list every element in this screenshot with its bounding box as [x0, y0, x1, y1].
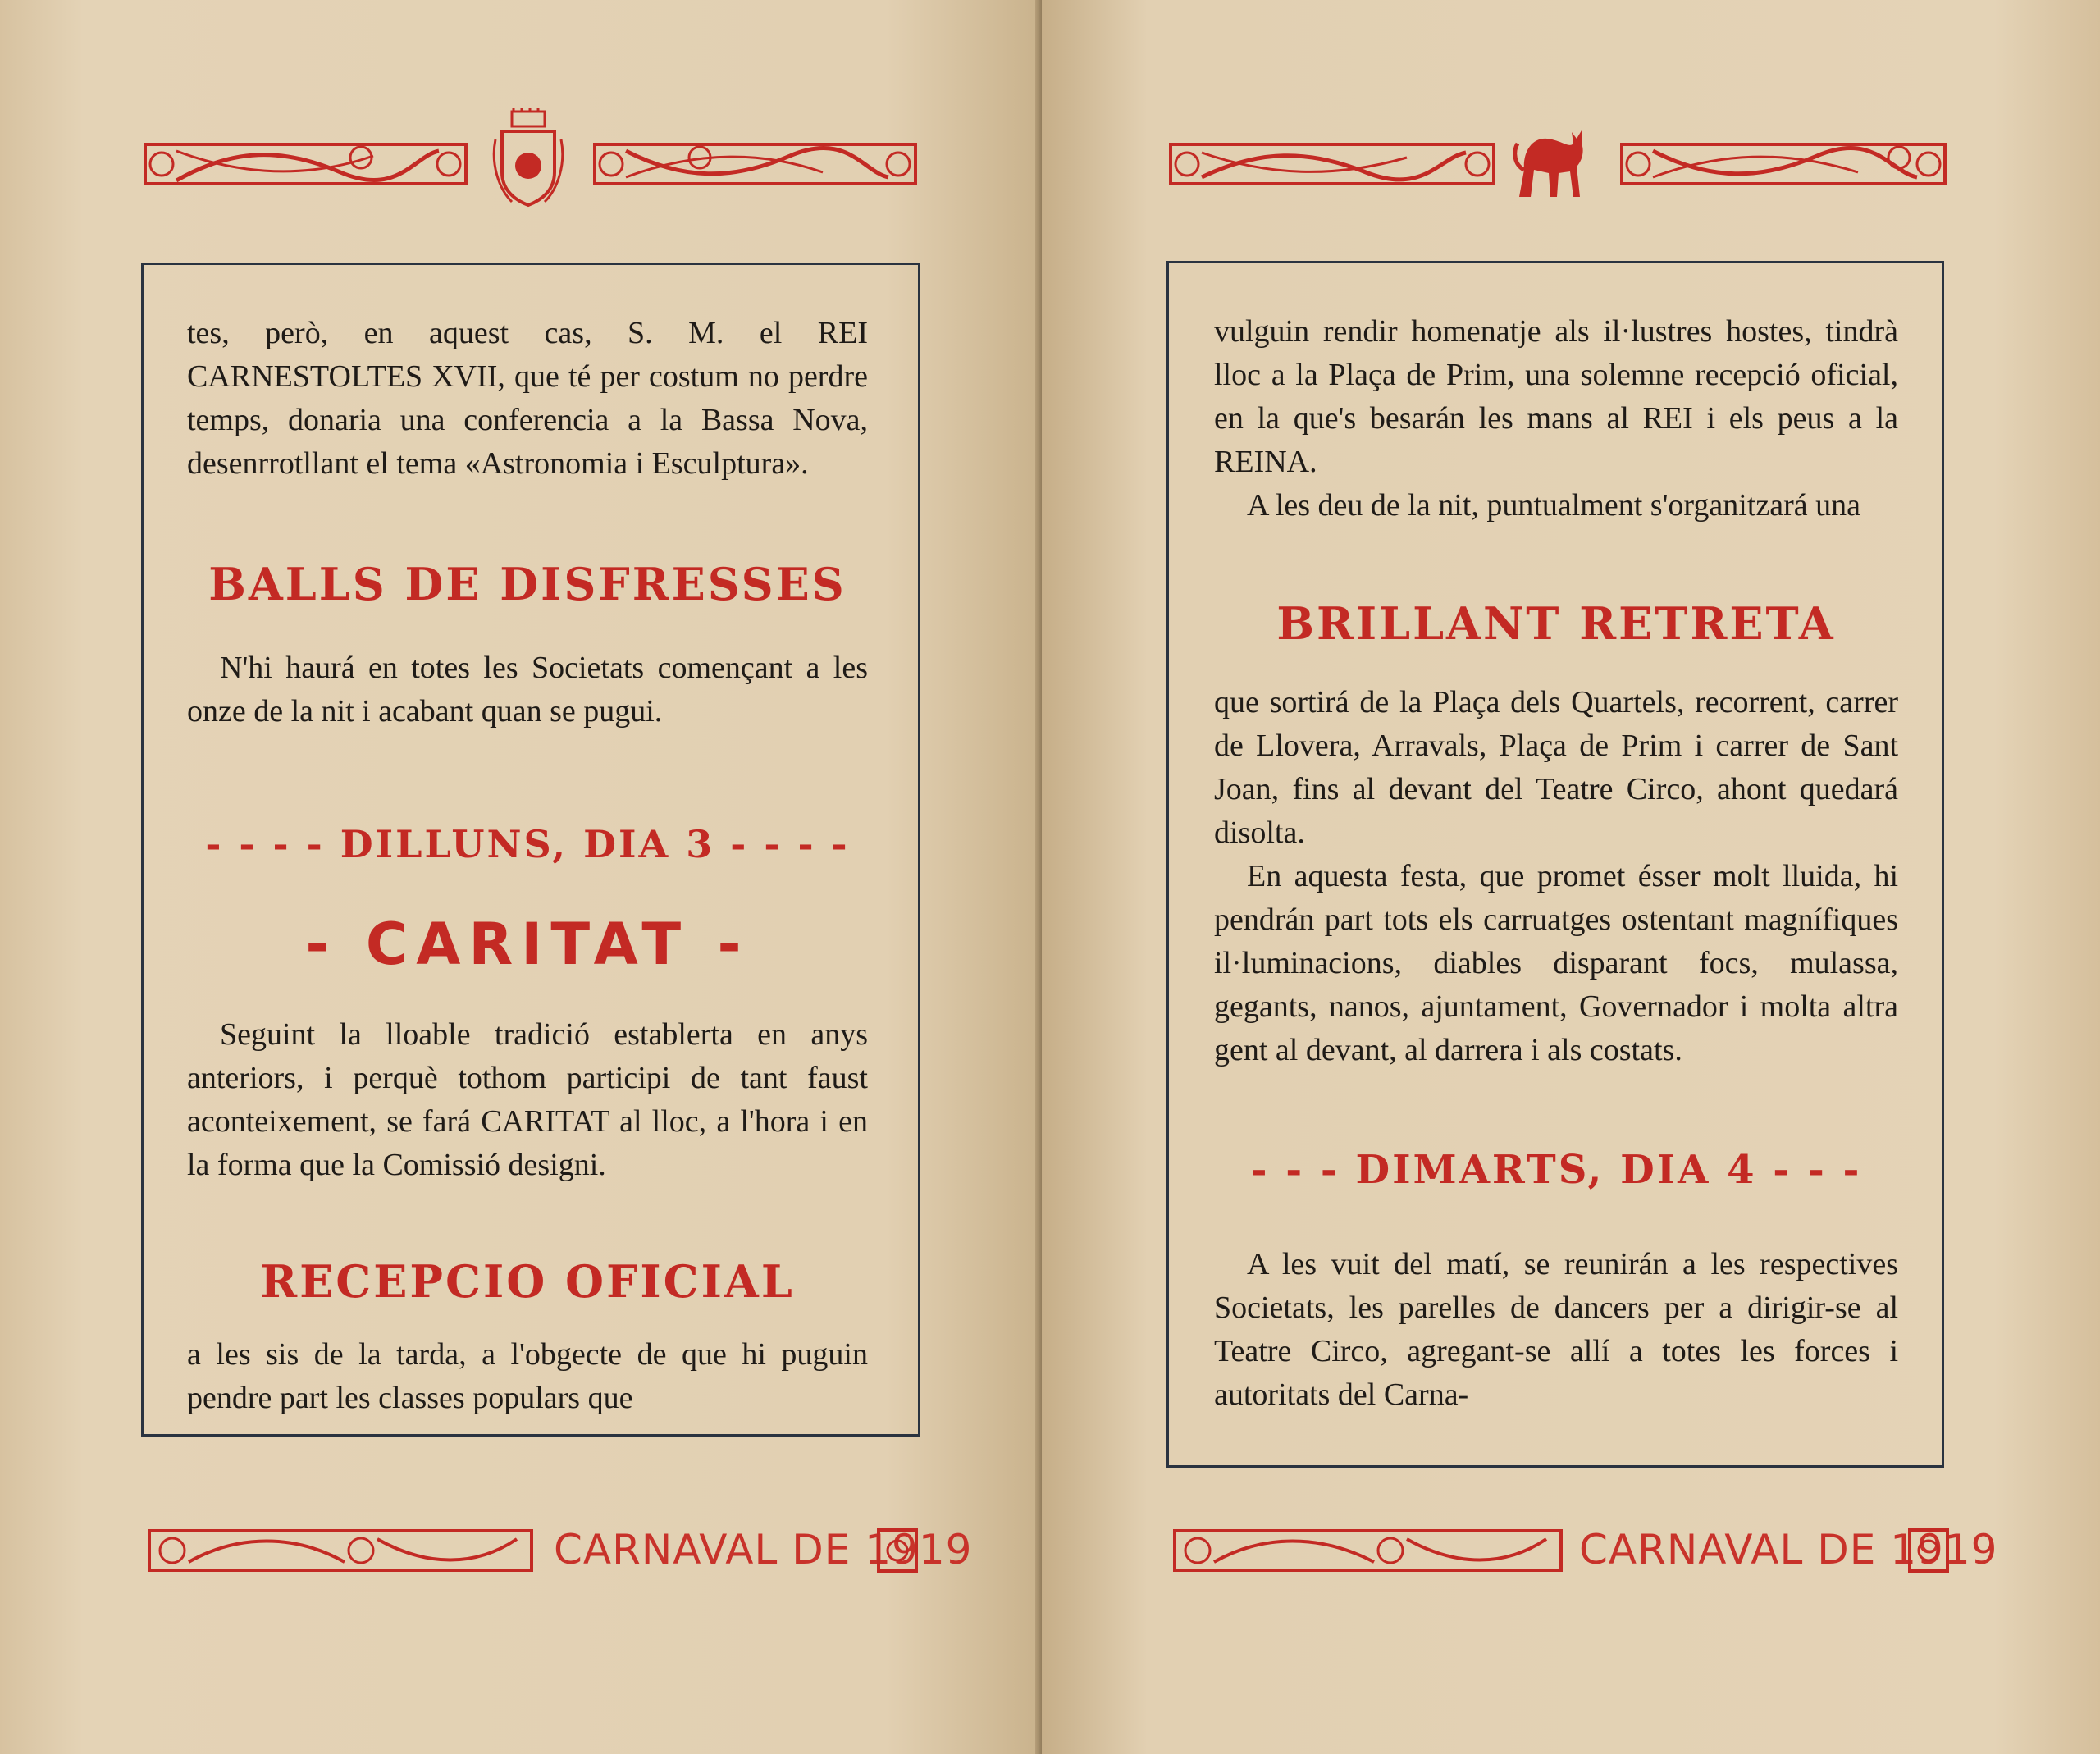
retreta-paragraph [1214, 681, 1898, 1072]
heading-brillant-retreta: BRILLANT RETRETA [1276, 597, 1836, 650]
footer-ornament-left [148, 1526, 533, 1575]
dimarts-text: A les vuit del matí, se reunirán a les respectives Societats, les parelles de dancers per a dirigir-se al Teatre Circo, agregant-se allí a totes les forces i autoritats del Carna- [1214, 1247, 1898, 1412]
footer-carnaval-right: CARNAVAL DE 1919 [1579, 1526, 1998, 1574]
right-page [1042, 0, 2100, 1754]
footer-carnaval-left: CARNAVAL DE 1919 [554, 1526, 973, 1574]
deu-de-la-nit-text: A les deu de la nit, puntualment s'organitzará una [1247, 488, 1860, 523]
footer-end-ornament-right [1907, 1528, 1950, 1574]
retreta-text: que sortirá de la Plaça dels Quartels, recorrent, carrer de Llovera, Arravals, Plaça de Prim i carrer de Sant Joan, fins al devant del Teatre Circo, ahont quedará disolta. [1214, 685, 1898, 850]
balls-paragraph-text: N'hi haurá en totes les Societats començant a les onze de la nit i acabant quan se pugui. [187, 651, 868, 729]
festa-text: En aquesta festa, que promet ésser molt lluida, hi pendrán part tots els carruatges ostentant magnífiques il·luminacions, diables disparant focs, mulassa, gegants, nanos, ajuntament, Governador i molta altra gent al devant, al darrera i als costats. [1214, 859, 1898, 1067]
black-cat-icon [1511, 119, 1589, 201]
header-ornament-left-b [593, 139, 917, 189]
caritat-paragraph [187, 1013, 868, 1187]
coat-of-arms-icon [491, 107, 566, 213]
heading-dimarts-dia-4: - - - DIMARTS, DIA 4 - - - [1250, 1147, 1862, 1193]
footer-ornament-right [1173, 1526, 1563, 1575]
caritat-paragraph-text: Seguint la lloable tradició establerta en anys anteriors, i perquè tothom participi de tant faust aconteixement, se fará CARITAT al lloc, a l'hora i en la forma que la Comissió designi. [187, 1017, 868, 1182]
homenatje-text: vulguin rendir homenatje als il·lustres hostes, tindrà lloc a la Plaça de Prim, una solemne recepció oficial, en la que's besarán les mans al REI i els peus a la REINA. [1214, 314, 1898, 479]
dimarts-paragraph [1214, 1243, 1898, 1417]
left-intro-paragraph: tes, però, en aquest cas, S. M. el REI CARNESTOLTES XVII, que té per costum no perdre temps, donaria una conferencia a la Bassa Nova, desenrrotllant el tema «Astronomia i Esculptura». [187, 316, 868, 481]
balls-paragraph [187, 646, 868, 733]
heading-recepcio-oficial: RECEPCIO OFICIAL [260, 1255, 795, 1308]
header-ornament-right-b [1620, 139, 1947, 189]
header-ornament-right-a [1169, 139, 1495, 189]
footer-end-ornament-left [876, 1528, 919, 1574]
left-page [0, 0, 1042, 1754]
recepcio-paragraph: a les sis de la tarda, a l'obgecte de que hi puguin pendre part les classes populars que [187, 1337, 868, 1415]
right-homenatje-paragraph [1214, 310, 1898, 528]
heading-caritat: - CARITAT - [305, 911, 750, 978]
heading-balls-de-disfresses: BALLS DE DISFRESSES [208, 558, 847, 610]
heading-dilluns-dia-3: - - - - DILLUNS, DIA 3 - - - - [205, 822, 850, 866]
header-ornament-left-a [144, 139, 468, 189]
